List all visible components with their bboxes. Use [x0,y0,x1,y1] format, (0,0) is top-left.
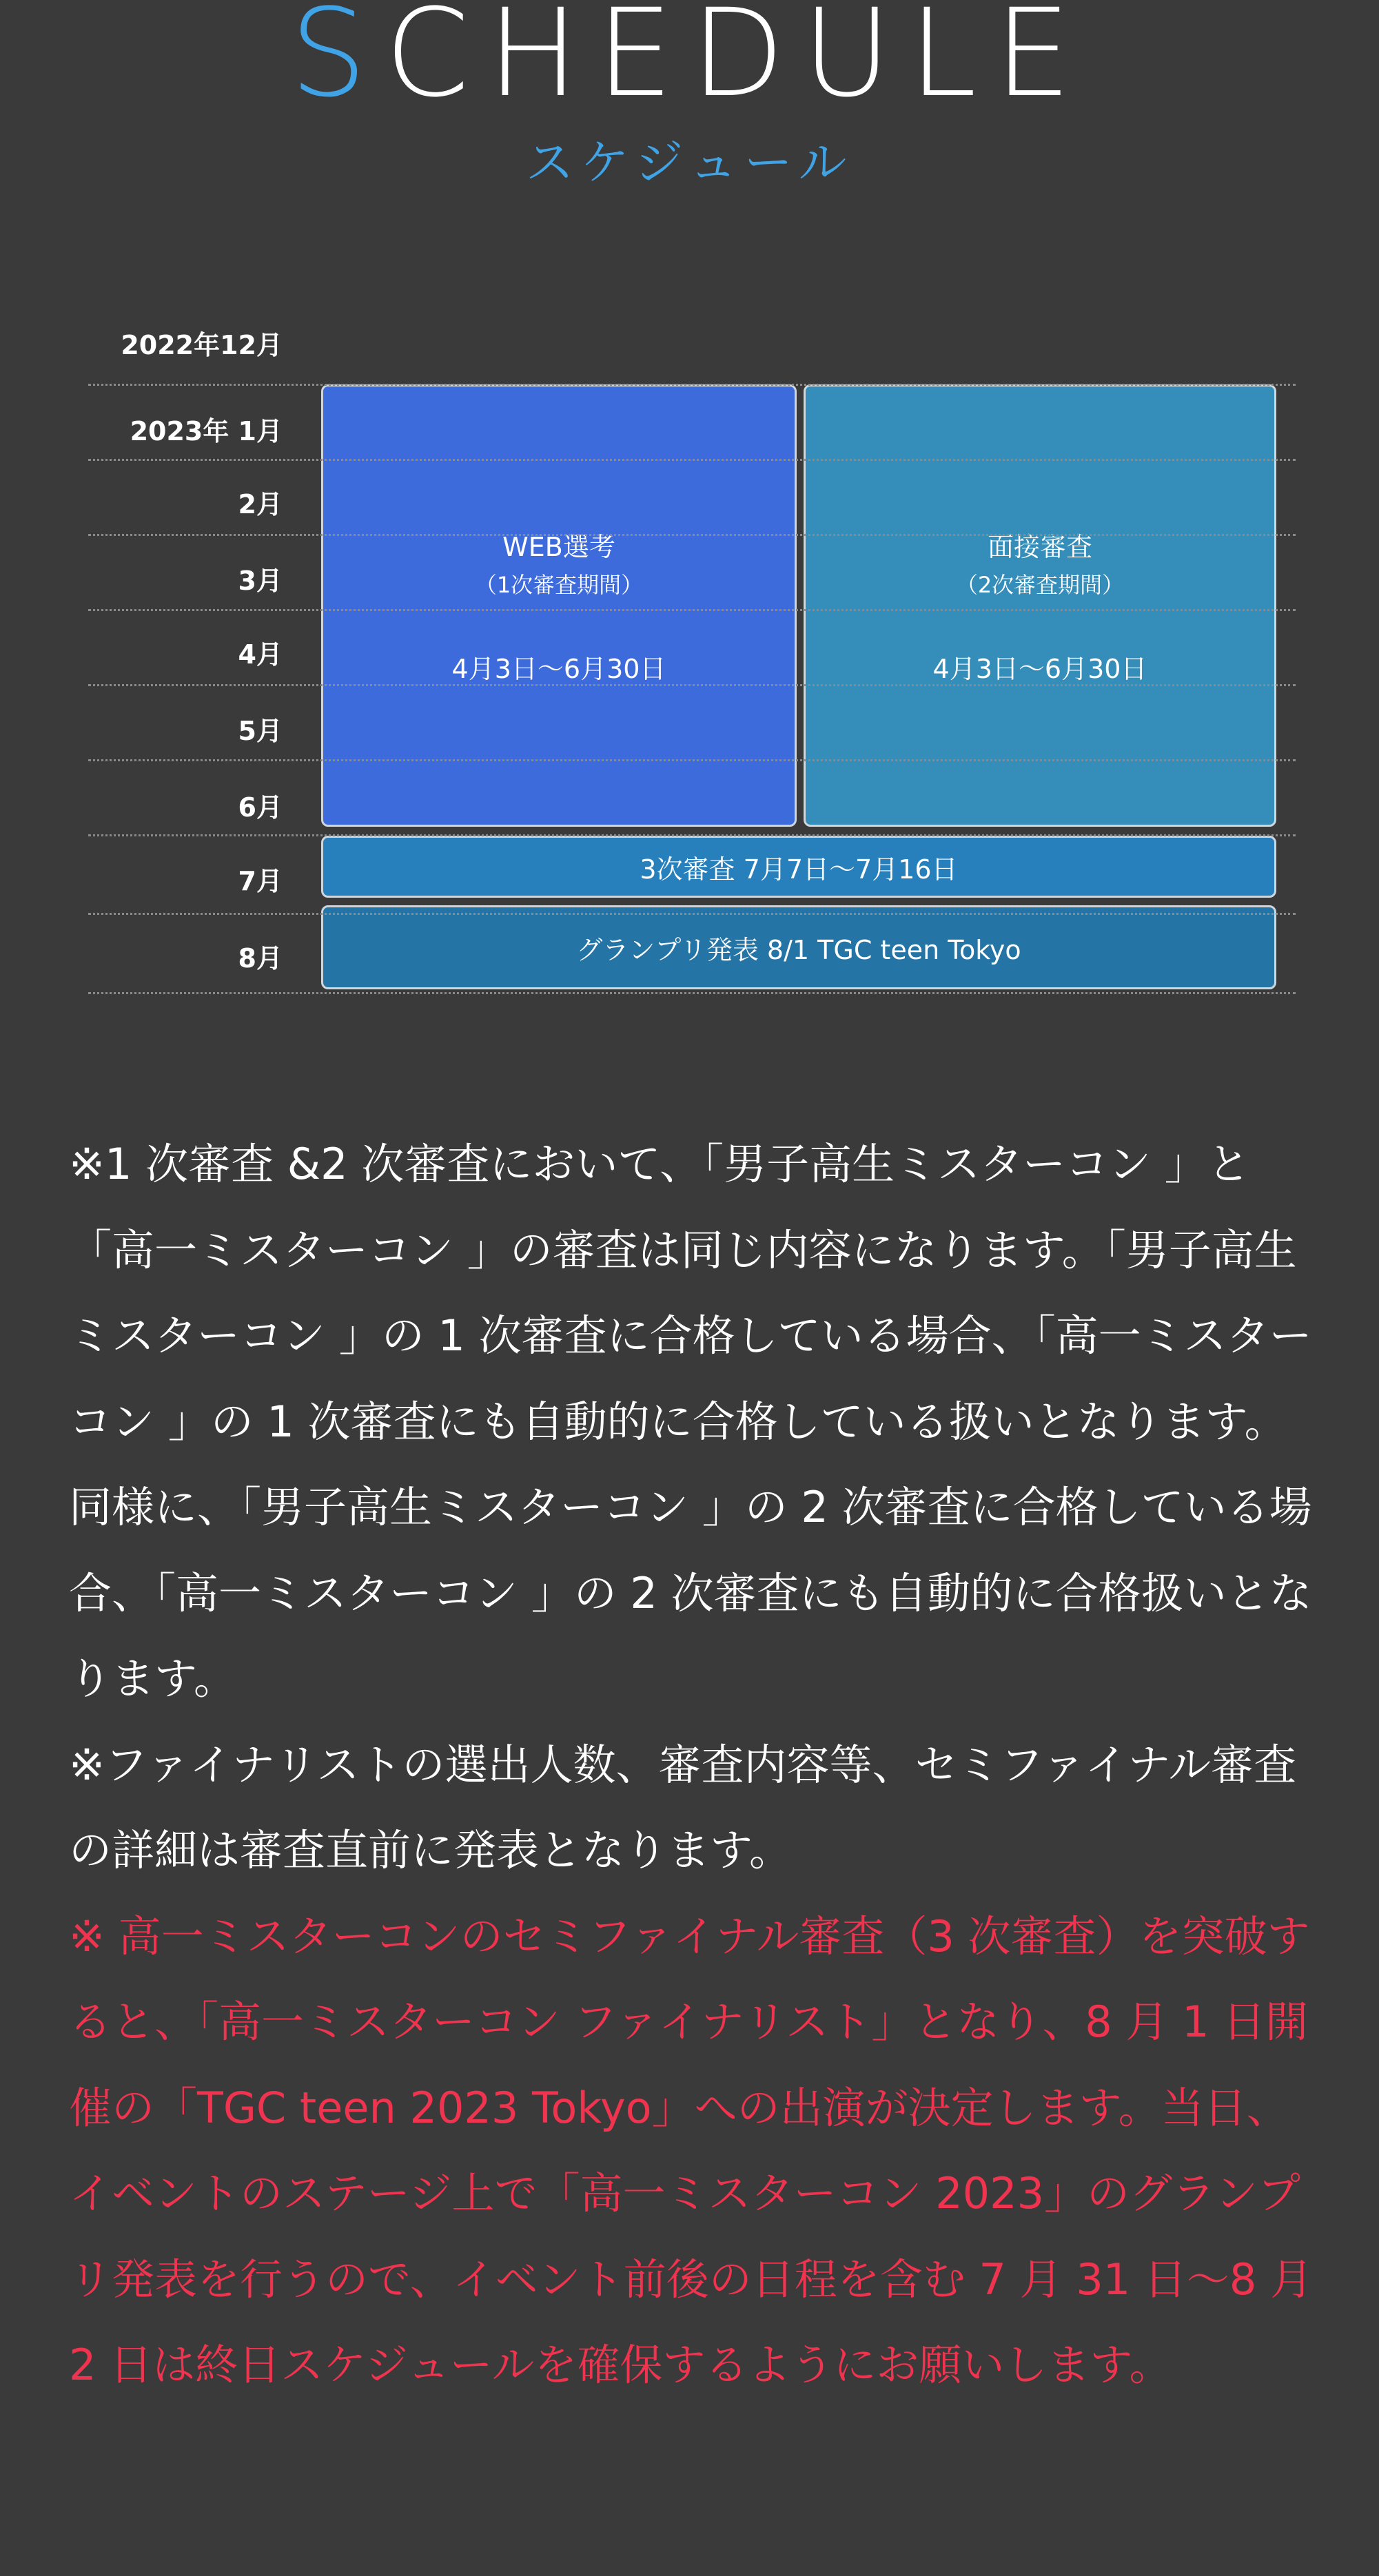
grid-line [88,834,1296,836]
title-rest: CHEDULE [385,0,1090,124]
grand-prix-block [321,905,1276,989]
month-label-07: 7月 [238,866,283,896]
title-accent-letter: S [289,0,385,124]
grid-line [88,684,1296,686]
month-label-06: 6月 [238,792,283,823]
grand-prix-label: グランプリ発表 8/1 TGC teen Tokyo [576,934,1021,965]
month-label-05: 5月 [238,716,283,746]
page-title [0,0,1379,124]
month-label-03: 3月 [238,566,283,596]
month-label-2022-12: 2022年12月 [121,330,283,360]
note-2: 同様に、「男子高生ミスターコン 」の 2 次審査に合格している場合、「高一ミスターコン 」の 2 次審査にも自動的に合格扱いとなります。 [69,1482,1312,1704]
grid-line [88,534,1296,536]
grid-line [88,913,1296,915]
page-subtitle: スケジュール [525,134,854,191]
interview-title: 面接審査 [987,532,1092,562]
third-screening-block [321,836,1276,898]
interview-date: 4月3日〜6月30日 [932,654,1147,684]
web-screening-title: WEB選考 [502,532,615,562]
note-3: ※ファイナリストの選出人数、審査内容等、セミファイナル審査の詳細は審査直前に発表となります。 [69,1739,1297,1875]
grid-line [88,992,1296,994]
grid-line [88,759,1296,761]
grid-line [88,459,1296,461]
note-1: ※1 次審査 &2 次審査において、「男子高生ミスターコン 」と「高一ミスターコン 」の審査は同じ内容になります。｢男子高生ミスターコン 」の 1 次審査に合格している場合、「高一ミスターコン 」の 1 次審査にも自動的に合格している扱いとなります。 [69,1139,1312,1447]
grid-line [88,384,1296,386]
month-label-04: 4月 [238,639,283,670]
web-screening-date: 4月3日〜6月30日 [451,654,666,684]
interview-sub: （2次審査期間） [955,572,1125,598]
month-label-2023-01: 2023年 1月 [130,416,283,446]
note-4-warning: ※ 高一ミスターコンのセミファイナル審査（3 次審査）を突破すると、「高一ミスターコン ファイナリスト」となり、8 月 1 日開催の「TGC teen 2023 Tokyo」への出演が決定します。当日、イベントのステージ上で「高一ミスターコン 2023」のグランプリ発表を行うので、イベント前後の日程を含む 7 月 31 日〜8 月 2 日は終日スケジュールを確保するようにお願いします。 [69,1910,1314,2390]
notes-section [69,1122,1323,2409]
third-screening-label: 3次審査 7月7日〜7月16日 [640,854,958,885]
grid-line [88,609,1296,611]
month-label-02: 2月 [238,489,283,519]
web-screening-sub: （1次審査期間） [474,572,644,598]
month-label-08: 8月 [238,943,283,973]
